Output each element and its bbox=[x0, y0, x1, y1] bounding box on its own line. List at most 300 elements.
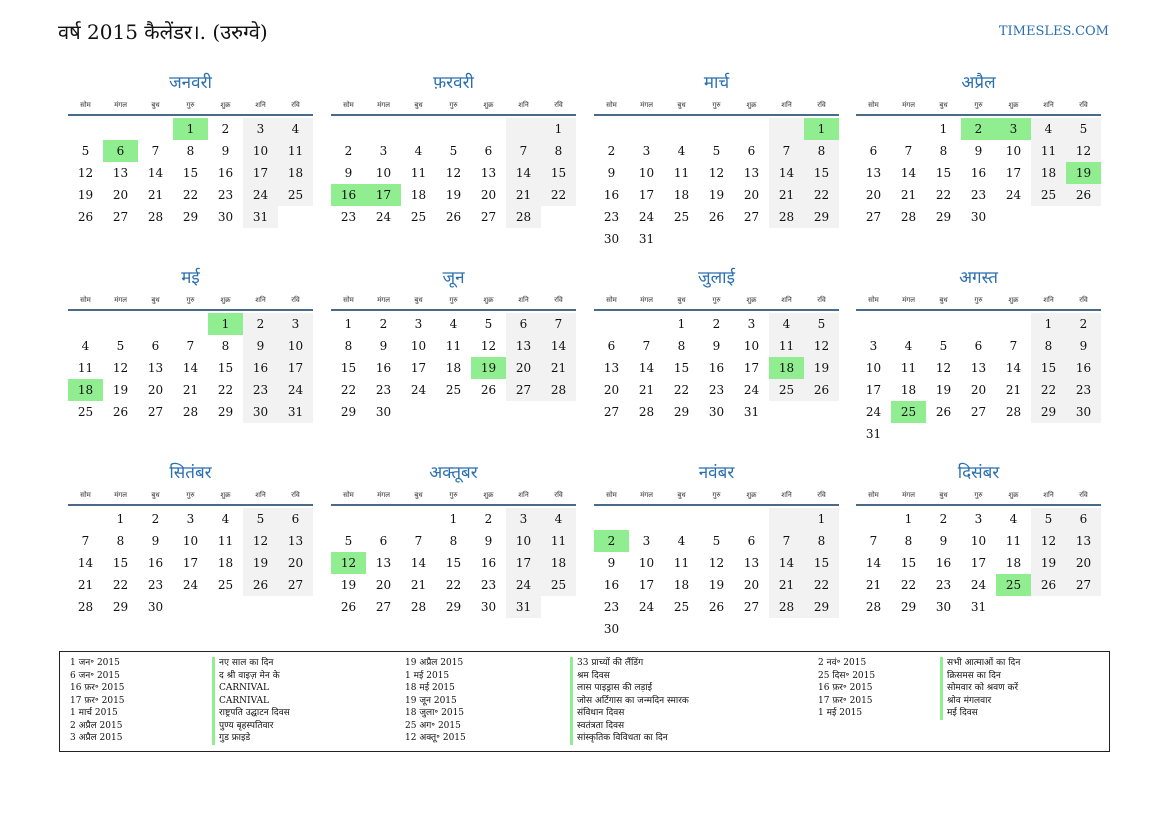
weekday-label: रवि bbox=[817, 491, 826, 499]
weekday-label: मंगल bbox=[114, 296, 127, 304]
day-cell: 4 bbox=[1009, 512, 1018, 526]
day-cell: 2 bbox=[484, 512, 493, 526]
day-cell: 28 bbox=[147, 210, 164, 224]
holiday-day-cell: 1 bbox=[173, 118, 208, 140]
day-cell: 19 bbox=[77, 188, 94, 202]
day-cell: 7 bbox=[904, 144, 913, 158]
holiday-date: 17 फ़र॰ 2015 bbox=[818, 695, 873, 706]
day-cell: 9 bbox=[939, 534, 948, 548]
month-name: जुलाई bbox=[698, 268, 735, 288]
day-cell: 29 bbox=[673, 405, 690, 419]
day-cell: 31 bbox=[970, 600, 987, 614]
day-cell: 29 bbox=[804, 206, 839, 228]
day-cell: 3 bbox=[414, 317, 423, 331]
day-cell: 4 bbox=[677, 534, 686, 548]
day-cell: 18 bbox=[445, 361, 462, 375]
day-cell: 30 bbox=[935, 600, 952, 614]
holiday-day-cell: 17 bbox=[366, 184, 401, 206]
day-cell: 3 bbox=[186, 512, 195, 526]
day-cell: 29 bbox=[217, 405, 234, 419]
day-cell: 16 bbox=[603, 578, 620, 592]
day-cell: 22 bbox=[935, 188, 952, 202]
day-cell: 26 bbox=[480, 383, 497, 397]
day-cell: 16 bbox=[147, 556, 164, 570]
holiday-name: पुण्य बृहस्पतिवार bbox=[212, 720, 290, 733]
day-cell: 22 bbox=[112, 578, 129, 592]
weekday-label: रवि bbox=[291, 101, 300, 109]
weekday-header bbox=[331, 98, 576, 116]
day-cell: 26 bbox=[112, 405, 129, 419]
day-cell: 10 bbox=[243, 140, 278, 162]
weekday-label: रवि bbox=[291, 491, 300, 499]
day-cell: 5 bbox=[81, 144, 90, 158]
holiday-name: राष्ट्रपति उद्घाटन दिवस bbox=[212, 707, 290, 720]
holiday-date: 1 मई 2015 bbox=[405, 670, 450, 681]
weekday-header bbox=[856, 488, 1101, 506]
day-cell: 28 bbox=[900, 210, 917, 224]
day-grid bbox=[594, 508, 839, 640]
holiday-date: 1 मई 2015 bbox=[818, 708, 863, 718]
day-cell: 3 bbox=[974, 512, 983, 526]
day-cell: 15 bbox=[182, 166, 199, 180]
day-cell: 16 bbox=[243, 357, 278, 379]
holiday-name: क्रिसमस का दिन bbox=[940, 670, 1020, 683]
month-9 bbox=[68, 462, 313, 618]
day-grid bbox=[331, 118, 576, 228]
weekday-label: सोम bbox=[343, 101, 354, 109]
empty-day-cell bbox=[366, 508, 401, 530]
weekday-label: शनि bbox=[518, 101, 529, 109]
day-cell: 31 bbox=[743, 405, 760, 419]
holiday-day-cell: 19 bbox=[1066, 162, 1101, 184]
weekday-label: बुध bbox=[414, 296, 423, 304]
weekday-header bbox=[856, 98, 1101, 116]
day-cell: 28 bbox=[506, 206, 541, 228]
day-cell: 22 bbox=[804, 184, 839, 206]
day-cell: 5 bbox=[243, 508, 278, 530]
weekday-label: मंगल bbox=[640, 296, 653, 304]
day-cell: 11 bbox=[1005, 534, 1022, 548]
day-cell: 8 bbox=[1031, 335, 1066, 357]
weekday-label: गुरु bbox=[186, 491, 195, 499]
weekday-label: बुध bbox=[414, 101, 423, 109]
day-grid bbox=[594, 118, 839, 250]
empty-day-cell bbox=[103, 313, 138, 335]
day-cell: 1 bbox=[541, 118, 576, 140]
weekday-label: मंगल bbox=[902, 296, 915, 304]
day-cell: 12 bbox=[935, 361, 952, 375]
day-cell: 23 bbox=[603, 210, 620, 224]
day-cell: 10 bbox=[375, 166, 392, 180]
day-cell: 27 bbox=[743, 600, 760, 614]
day-cell: 28 bbox=[77, 600, 94, 614]
day-cell: 19 bbox=[935, 383, 952, 397]
day-cell: 7 bbox=[81, 534, 90, 548]
day-cell: 5 bbox=[804, 313, 839, 335]
day-cell: 16 bbox=[970, 166, 987, 180]
day-cell: 4 bbox=[677, 144, 686, 158]
day-cell: 16 bbox=[1066, 357, 1101, 379]
weekday-label: गुरु bbox=[449, 296, 458, 304]
day-cell: 3 bbox=[747, 317, 756, 331]
day-cell: 8 bbox=[449, 534, 458, 548]
day-cell: 13 bbox=[375, 556, 392, 570]
day-cell: 10 bbox=[638, 166, 655, 180]
weekday-label: बुध bbox=[677, 101, 686, 109]
holiday-day-cell: 3 bbox=[996, 118, 1031, 140]
weekday-label: गुरु bbox=[974, 296, 983, 304]
day-grid bbox=[68, 118, 313, 228]
day-grid bbox=[856, 118, 1101, 228]
day-cell: 10 bbox=[278, 335, 313, 357]
day-cell: 2 bbox=[939, 512, 948, 526]
day-cell: 21 bbox=[865, 578, 882, 592]
day-cell: 7 bbox=[769, 530, 804, 552]
day-cell: 12 bbox=[1066, 140, 1101, 162]
month-11 bbox=[594, 462, 839, 640]
day-cell: 29 bbox=[445, 600, 462, 614]
day-cell: 16 bbox=[375, 361, 392, 375]
day-cell: 22 bbox=[182, 188, 199, 202]
day-cell: 30 bbox=[708, 405, 725, 419]
day-cell: 4 bbox=[81, 339, 90, 353]
weekday-label: रवि bbox=[817, 101, 826, 109]
holiday-names-col-3 bbox=[940, 657, 1020, 720]
weekday-label: बुध bbox=[151, 101, 160, 109]
empty-day-cell bbox=[68, 118, 103, 140]
day-cell: 23 bbox=[970, 188, 987, 202]
weekday-label: मंगल bbox=[114, 101, 127, 109]
day-cell: 15 bbox=[673, 361, 690, 375]
day-cell: 24 bbox=[743, 383, 760, 397]
day-cell: 26 bbox=[708, 210, 725, 224]
day-cell: 17 bbox=[743, 361, 760, 375]
day-cell: 5 bbox=[712, 144, 721, 158]
day-cell: 28 bbox=[769, 206, 804, 228]
empty-day-cell bbox=[138, 313, 173, 335]
holiday-day-cell: 25 bbox=[891, 401, 926, 423]
day-cell: 14 bbox=[182, 361, 199, 375]
day-cell: 28 bbox=[769, 596, 804, 618]
day-cell: 26 bbox=[445, 210, 462, 224]
day-cell: 15 bbox=[935, 166, 952, 180]
day-cell: 17 bbox=[182, 556, 199, 570]
day-cell: 29 bbox=[935, 210, 952, 224]
day-cell: 21 bbox=[1005, 383, 1022, 397]
day-cell: 25 bbox=[541, 574, 576, 596]
weekday-label: शुक्र bbox=[483, 491, 494, 499]
day-cell: 7 bbox=[642, 339, 651, 353]
day-cell: 18 bbox=[1031, 162, 1066, 184]
day-cell: 4 bbox=[449, 317, 458, 331]
day-cell: 27 bbox=[603, 405, 620, 419]
day-cell: 8 bbox=[677, 339, 686, 353]
day-cell: 17 bbox=[506, 552, 541, 574]
day-cell: 30 bbox=[375, 405, 392, 419]
holiday-date: 17 फ़र॰ 2015 bbox=[70, 695, 125, 706]
day-cell: 23 bbox=[935, 578, 952, 592]
weekday-label: गुरु bbox=[186, 101, 195, 109]
day-cell: 6 bbox=[484, 144, 493, 158]
holiday-name: CARNIVAL bbox=[212, 695, 290, 708]
holiday-date: 2 अप्रैल 2015 bbox=[70, 720, 123, 731]
weekday-label: शनि bbox=[255, 101, 266, 109]
month-1 bbox=[68, 72, 313, 228]
weekday-label: गुरु bbox=[974, 491, 983, 499]
day-cell: 3 bbox=[379, 144, 388, 158]
day-cell: 10 bbox=[638, 556, 655, 570]
day-cell: 20 bbox=[147, 383, 164, 397]
day-cell: 11 bbox=[673, 166, 690, 180]
day-cell: 24 bbox=[506, 574, 541, 596]
empty-day-cell bbox=[629, 118, 664, 140]
day-cell: 25 bbox=[77, 405, 94, 419]
empty-day-cell bbox=[173, 313, 208, 335]
weekday-label: मंगल bbox=[114, 491, 127, 499]
weekday-header bbox=[594, 293, 839, 311]
day-cell: 3 bbox=[243, 118, 278, 140]
holiday-dates-col-3 bbox=[818, 657, 875, 720]
weekday-label: मंगल bbox=[640, 101, 653, 109]
weekday-label: रवि bbox=[554, 101, 563, 109]
empty-day-cell bbox=[401, 508, 436, 530]
day-grid bbox=[331, 508, 576, 618]
month-7 bbox=[594, 267, 839, 423]
day-cell: 14 bbox=[900, 166, 917, 180]
day-cell: 28 bbox=[1005, 405, 1022, 419]
empty-day-cell bbox=[856, 313, 891, 335]
day-cell: 11 bbox=[900, 361, 917, 375]
weekday-label: शुक्र bbox=[746, 491, 757, 499]
weekday-label: बुध bbox=[939, 491, 948, 499]
day-cell: 25 bbox=[278, 184, 313, 206]
day-cell: 12 bbox=[445, 166, 462, 180]
day-cell: 2 bbox=[712, 317, 721, 331]
day-cell: 9 bbox=[712, 339, 721, 353]
day-cell: 19 bbox=[112, 383, 129, 397]
day-cell: 1 bbox=[1031, 313, 1066, 335]
day-cell: 2 bbox=[1066, 313, 1101, 335]
day-cell: 6 bbox=[506, 313, 541, 335]
day-cell: 11 bbox=[769, 335, 804, 357]
holiday-date: 1 मार्च 2015 bbox=[70, 708, 118, 718]
empty-day-cell bbox=[331, 118, 366, 140]
weekday-header bbox=[68, 98, 313, 116]
day-cell: 10 bbox=[506, 530, 541, 552]
day-cell: 1 bbox=[939, 122, 948, 136]
day-cell: 7 bbox=[869, 534, 878, 548]
day-cell: 7 bbox=[541, 313, 576, 335]
day-cell: 23 bbox=[243, 379, 278, 401]
day-cell: 13 bbox=[603, 361, 620, 375]
day-cell: 26 bbox=[935, 405, 952, 419]
day-cell: 30 bbox=[480, 600, 497, 614]
holiday-day-cell: 2 bbox=[594, 530, 629, 552]
day-cell: 4 bbox=[278, 118, 313, 140]
day-cell: 2 bbox=[379, 317, 388, 331]
day-cell: 24 bbox=[865, 405, 882, 419]
holiday-day-cell: 1 bbox=[804, 118, 839, 140]
day-cell: 8 bbox=[804, 530, 839, 552]
weekday-header bbox=[68, 488, 313, 506]
day-cell: 19 bbox=[708, 578, 725, 592]
empty-day-cell bbox=[68, 313, 103, 335]
empty-day-cell bbox=[401, 118, 436, 140]
weekday-label: शुक्र bbox=[1008, 101, 1019, 109]
day-cell: 9 bbox=[151, 534, 160, 548]
day-cell: 15 bbox=[217, 361, 234, 375]
day-cell: 7 bbox=[769, 140, 804, 162]
day-cell: 8 bbox=[939, 144, 948, 158]
holiday-day-cell: 2 bbox=[961, 118, 996, 140]
month-2 bbox=[331, 72, 576, 228]
day-cell: 20 bbox=[743, 578, 760, 592]
month-10 bbox=[331, 462, 576, 618]
holiday-day-cell: 18 bbox=[769, 357, 804, 379]
month-name: जनवरी bbox=[169, 73, 212, 93]
weekday-label: गुरु bbox=[449, 491, 458, 499]
weekday-label: सोम bbox=[606, 296, 617, 304]
day-cell: 27 bbox=[1066, 574, 1101, 596]
empty-day-cell bbox=[506, 118, 541, 140]
weekday-label: बुध bbox=[414, 491, 423, 499]
day-cell: 29 bbox=[340, 405, 357, 419]
day-cell: 4 bbox=[414, 144, 423, 158]
month-name: अगस्त bbox=[959, 268, 998, 288]
day-cell: 5 bbox=[344, 534, 353, 548]
holiday-name: जोस अर्टिगास का जन्मदिन स्मारक bbox=[570, 695, 689, 708]
day-cell: 11 bbox=[445, 339, 462, 353]
day-cell: 20 bbox=[865, 188, 882, 202]
day-cell: 25 bbox=[445, 383, 462, 397]
weekday-header bbox=[856, 293, 1101, 311]
day-cell: 9 bbox=[221, 144, 230, 158]
day-cell: 29 bbox=[900, 600, 917, 614]
day-cell: 6 bbox=[974, 339, 983, 353]
month-8 bbox=[856, 267, 1101, 445]
holiday-name: लास पाइड्रास की लड़ाई bbox=[570, 682, 689, 695]
month-name: जून bbox=[442, 268, 465, 288]
day-cell: 29 bbox=[1031, 401, 1066, 423]
holiday-date: 25 अग॰ 2015 bbox=[405, 720, 461, 731]
day-cell: 13 bbox=[865, 166, 882, 180]
weekday-label: सोम bbox=[80, 491, 91, 499]
day-cell: 9 bbox=[344, 166, 353, 180]
weekday-label: सोम bbox=[80, 296, 91, 304]
day-cell: 30 bbox=[147, 600, 164, 614]
empty-day-cell bbox=[856, 508, 891, 530]
day-cell: 7 bbox=[414, 534, 423, 548]
day-cell: 26 bbox=[1031, 574, 1066, 596]
weekday-header bbox=[331, 293, 576, 311]
empty-day-cell bbox=[769, 508, 804, 530]
day-grid bbox=[68, 313, 313, 423]
weekday-label: रवि bbox=[554, 491, 563, 499]
day-cell: 8 bbox=[221, 339, 230, 353]
holiday-names-col-1 bbox=[212, 657, 290, 745]
day-cell: 18 bbox=[900, 383, 917, 397]
weekday-label: मंगल bbox=[377, 101, 390, 109]
day-cell: 24 bbox=[1005, 188, 1022, 202]
day-cell: 6 bbox=[869, 144, 878, 158]
day-cell: 27 bbox=[278, 574, 313, 596]
day-cell: 5 bbox=[1066, 118, 1101, 140]
weekday-label: शनि bbox=[1043, 296, 1054, 304]
day-cell: 25 bbox=[769, 379, 804, 401]
day-cell: 22 bbox=[673, 383, 690, 397]
weekday-label: शनि bbox=[1043, 101, 1054, 109]
day-cell: 9 bbox=[484, 534, 493, 548]
empty-day-cell bbox=[103, 118, 138, 140]
day-cell: 30 bbox=[1066, 401, 1101, 423]
day-cell: 2 bbox=[344, 144, 353, 158]
holiday-name: गुड फ्राइडे bbox=[212, 732, 290, 745]
day-cell: 14 bbox=[541, 335, 576, 357]
month-name: नवंबर bbox=[698, 463, 735, 483]
month-name: मई bbox=[181, 268, 200, 288]
day-cell: 21 bbox=[900, 188, 917, 202]
empty-day-cell bbox=[471, 118, 506, 140]
day-cell: 31 bbox=[506, 596, 541, 618]
day-cell: 15 bbox=[804, 162, 839, 184]
day-cell: 11 bbox=[410, 166, 427, 180]
day-cell: 17 bbox=[278, 357, 313, 379]
day-cell: 27 bbox=[375, 600, 392, 614]
day-cell: 5 bbox=[939, 339, 948, 353]
day-cell: 21 bbox=[769, 574, 804, 596]
weekday-label: शुक्र bbox=[220, 296, 231, 304]
site-link[interactable]: TIMESLES.COM bbox=[998, 24, 1109, 39]
day-cell: 3 bbox=[869, 339, 878, 353]
weekday-label: शुक्र bbox=[483, 101, 494, 109]
weekday-header bbox=[594, 98, 839, 116]
day-cell: 6 bbox=[747, 144, 756, 158]
day-cell: 6 bbox=[747, 534, 756, 548]
empty-day-cell bbox=[769, 118, 804, 140]
holiday-date: 19 अप्रैल 2015 bbox=[405, 658, 464, 668]
holiday-name: सभी आत्माओं का दिन bbox=[940, 657, 1020, 670]
day-cell: 10 bbox=[865, 361, 882, 375]
day-cell: 29 bbox=[182, 210, 199, 224]
empty-day-cell bbox=[664, 508, 699, 530]
holiday-date: 25 दिस॰ 2015 bbox=[818, 670, 876, 681]
day-cell: 25 bbox=[217, 578, 234, 592]
day-cell: 6 bbox=[1066, 508, 1101, 530]
day-cell: 17 bbox=[638, 578, 655, 592]
day-cell: 12 bbox=[804, 335, 839, 357]
day-cell: 12 bbox=[708, 166, 725, 180]
day-cell: 14 bbox=[506, 162, 541, 184]
weekday-label: सोम bbox=[868, 491, 879, 499]
day-cell: 20 bbox=[480, 188, 497, 202]
day-cell: 26 bbox=[804, 379, 839, 401]
day-cell: 6 bbox=[151, 339, 160, 353]
weekday-header bbox=[331, 488, 576, 506]
day-cell: 13 bbox=[147, 361, 164, 375]
day-cell: 19 bbox=[445, 188, 462, 202]
day-cell: 20 bbox=[1066, 552, 1101, 574]
weekday-label: मंगल bbox=[377, 491, 390, 499]
holiday-name: श्रोव मंगलवार bbox=[940, 695, 1020, 708]
day-cell: 13 bbox=[112, 166, 129, 180]
day-cell: 9 bbox=[607, 166, 616, 180]
day-cell: 1 bbox=[677, 317, 686, 331]
day-grid bbox=[594, 313, 839, 423]
empty-day-cell bbox=[68, 508, 103, 530]
weekday-label: शनि bbox=[1043, 491, 1054, 499]
day-cell: 28 bbox=[410, 600, 427, 614]
day-cell: 23 bbox=[147, 578, 164, 592]
